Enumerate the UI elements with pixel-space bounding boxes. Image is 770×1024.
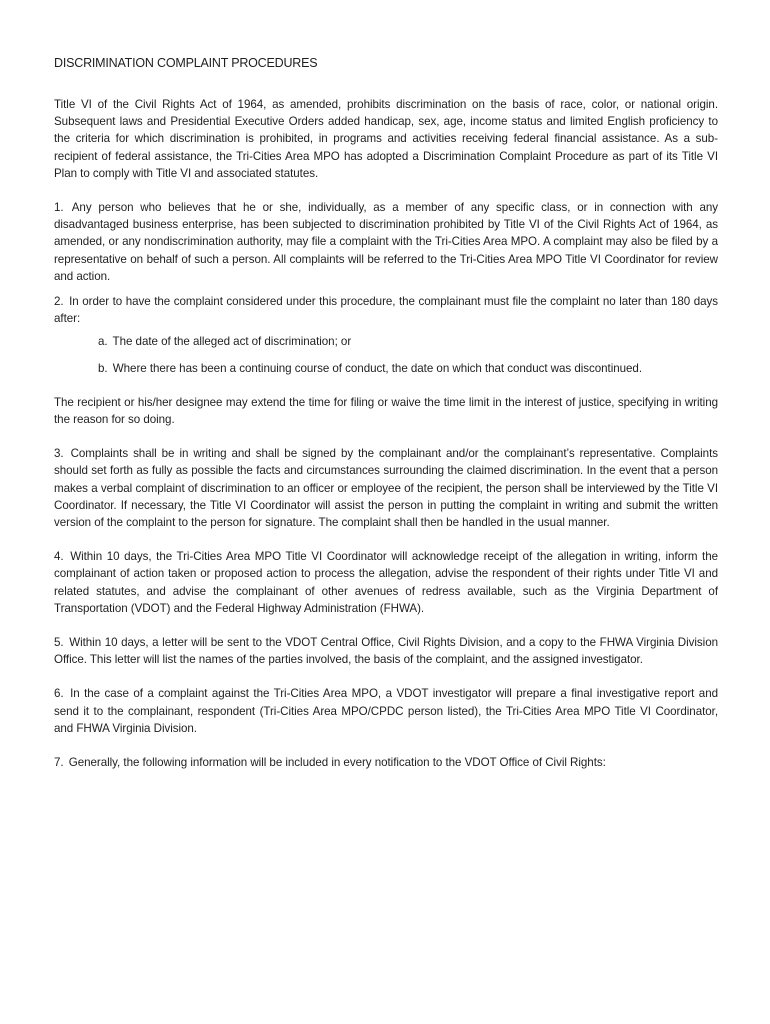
item-number: 7. bbox=[54, 756, 64, 770]
item-text: Within 10 days, a letter will be sent to the VDOT Central Office, Civil Rights Division, and a copy to the FHWA Virginia Division Office. This letter will list the names of the parties involved, the basis of the complaint, and the assigned investigator. bbox=[54, 636, 718, 667]
sub-item-a bbox=[98, 333, 718, 350]
procedure-item-4 bbox=[54, 548, 718, 617]
procedure-item-2 bbox=[54, 293, 718, 327]
item-text: Any person who believes that he or she, individually, as a member of any specific class, or in connection with any disadvantaged business enterprise, has been subjected to discrimination prohibited by Title VI of the Civil Rights Act of 1964, as amended, or any nondiscrimination authority, may file a complaint with the Tri-Cities Area MPO. A complaint may also be filed by a representative on behalf of such a person. All complaints will be referred to the Tri-Cities Area MPO Title VI Coordinator for review and action. bbox=[54, 201, 719, 283]
document-page bbox=[54, 56, 718, 771]
item-number: 3. bbox=[54, 447, 64, 461]
item-text: In the case of a complaint against the Tri-Cities Area MPO, a VDOT investigator will prepare a final investigative report and send it to the complainant, respondent (Tri-Cities Area MPO/CPDC person listed), the Tri-Cities Area MPO Title VI Coordinator, and FHWA Virginia Division. bbox=[54, 687, 718, 735]
procedure-item-6 bbox=[54, 685, 718, 737]
sub-item-b bbox=[98, 360, 718, 377]
item-text: Within 10 days, the Tri-Cities Area MPO Title VI Coordinator will acknowledge receipt of the allegation in writing, inform the complainant of action taken or proposed action to process the allegation, advise the respondent of their rights under Title VI and related statutes, and advise the complainant of other avenues of redress available, such as the Virginia Department of Transportation (VDOT) and the Federal Highway Administration (FHWA). bbox=[54, 550, 718, 615]
recipient-paragraph: The recipient or his/her designee may extend the time for filing or waive the time limit in the interest of justice, specifying in writing the reason for so doing. bbox=[54, 395, 718, 427]
sub-item-label: a. bbox=[98, 335, 108, 349]
item-text: Generally, the following information will be included in every notification to the VDOT Office of Civil Rights: bbox=[68, 756, 606, 770]
item-text: Complaints shall be in writing and shall be signed by the complainant and/or the complainant’s representative. Complaints should set forth as fully as possible the facts and circumstances surrounding the claimed discrimination. In the event that a person makes a verbal complaint of discrimination to an officer or employee of the recipient, the person shall be interviewed by the Title VI Coordinator. If necessary, the Title VI Coordinator will assist the person in putting the complaint in writing and submit the written version of the complaint to the person for signature. The complaint shall then be handled in the usual manner. bbox=[54, 447, 718, 530]
item-number: 6. bbox=[54, 687, 64, 701]
procedure-item-1 bbox=[54, 199, 718, 285]
document-title: DISCRIMINATION COMPLAINT PROCEDURES bbox=[54, 56, 318, 70]
intro-paragraph: Title VI of the Civil Rights Act of 1964, as amended, prohibits discrimination on the basis of race, color, or national origin. Subsequent laws and Presidential Executive Orders added handicap, sex, age, income status and limited English proficiency to the criteria for which discrimination is prohibited, in programs and activities receiving federal financial assistance. As a sub-recipient of federal assistance, the Tri-Cities Area MPO has adopted a Discrimination Complaint Procedure as part of its Title VI Plan to comply with Title VI and associated statutes. bbox=[54, 98, 718, 180]
sub-item-label: b. bbox=[98, 361, 108, 375]
sub-item-text: The date of the alleged act of discrimination; or bbox=[112, 335, 352, 349]
item-number: 1. bbox=[54, 201, 64, 215]
item-number: 5. bbox=[54, 636, 64, 650]
procedure-item-7 bbox=[54, 754, 718, 771]
sub-item-text: Where there has been a continuing course of conduct, the date on which that conduct was discontinued. bbox=[112, 361, 642, 375]
item-number: 4. bbox=[54, 550, 64, 564]
item-text: In order to have the complaint considered under this procedure, the complainant must file the complaint no later than 180 days after: bbox=[54, 295, 718, 326]
item-number: 2. bbox=[54, 295, 64, 309]
procedure-item-3 bbox=[54, 445, 718, 531]
procedure-item-5 bbox=[54, 634, 718, 668]
